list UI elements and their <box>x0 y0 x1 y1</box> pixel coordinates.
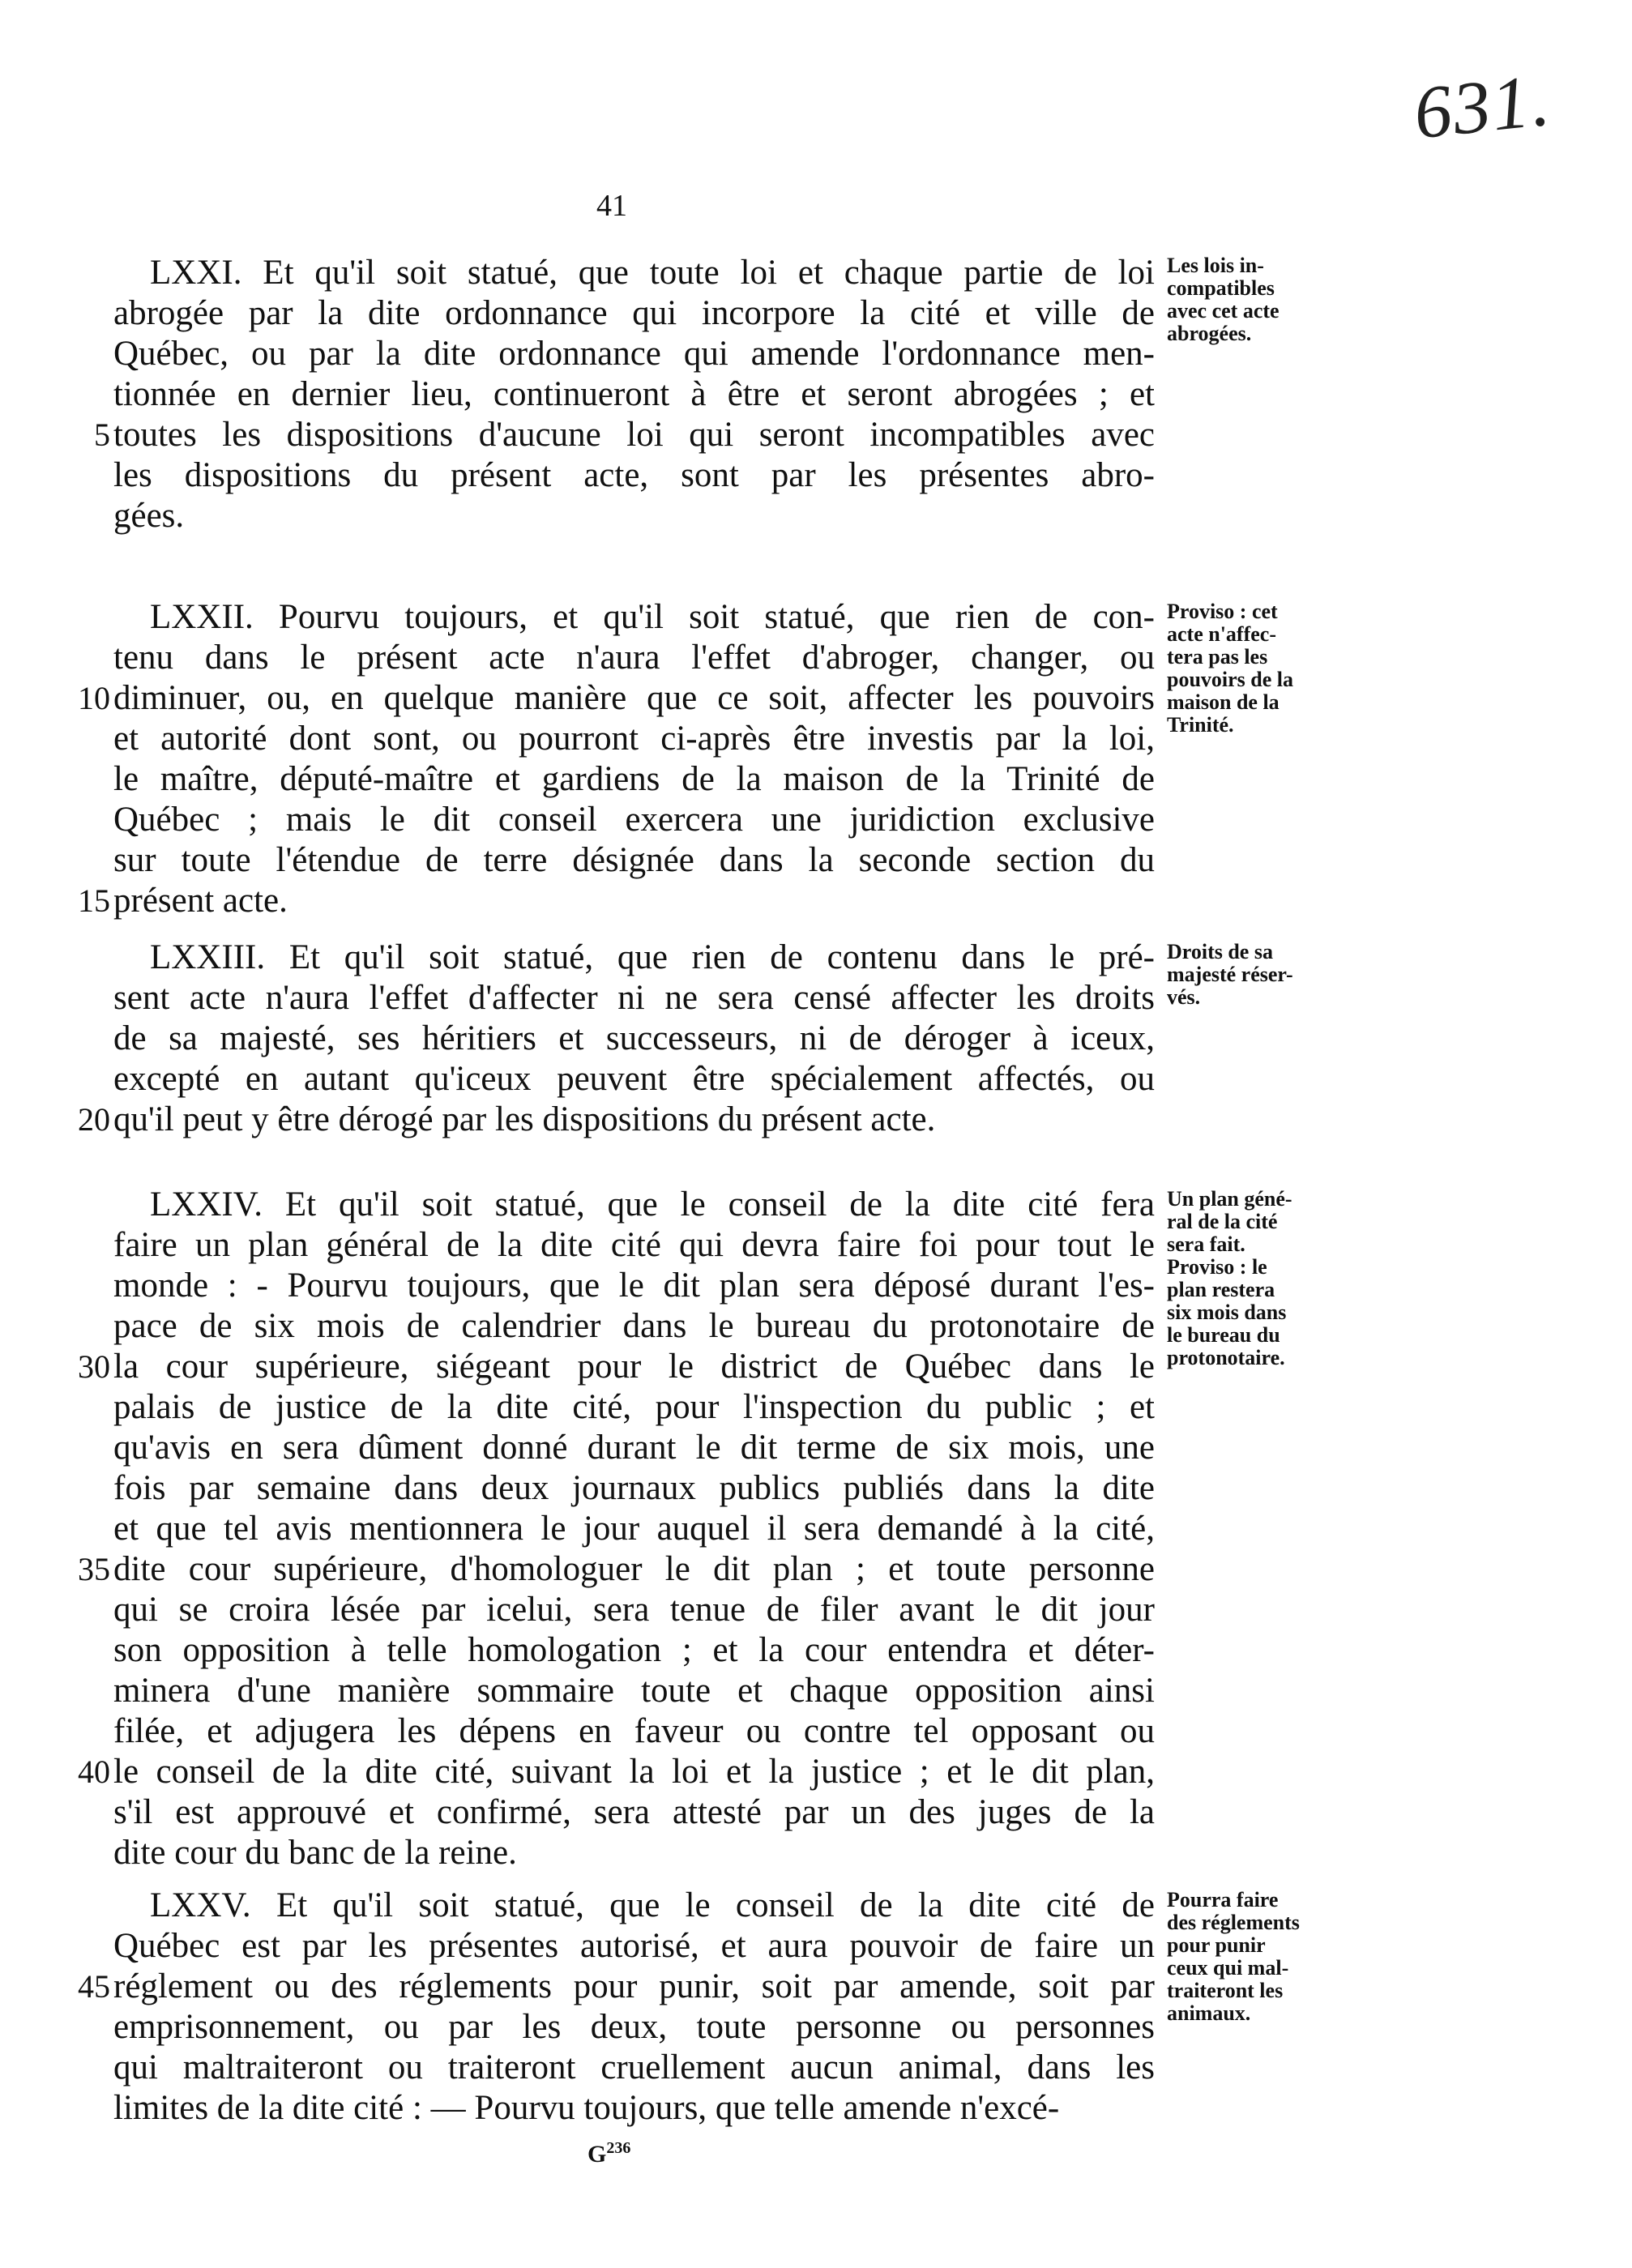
text-line: toutes les dispositions d'aucune loi qui seront incompatibles avec <box>113 416 1155 454</box>
text-line: LXXIII. Et qu'il soit statué, que rien de contenu dans le pré- <box>150 938 1155 976</box>
margin-note <box>1167 254 1353 345</box>
text-line: et autorité dont sont, ou pourront ci-après être investis par la loi, <box>113 720 1155 758</box>
text-line: minera d'une manière sommaire toute et chaque opposition ainsi <box>113 1672 1155 1710</box>
line-number: 15 <box>78 882 110 919</box>
text-line: son opposition à telle homologation ; et la cour entendra et déter- <box>113 1631 1155 1669</box>
text-line: la cour supérieure, siégeant pour le district de Québec dans le <box>113 1348 1155 1386</box>
margin-note-line: ceux qui mal- <box>1167 1956 1289 1980</box>
margin-note-line: pouvoirs de la <box>1167 668 1294 691</box>
text-line: et que tel avis mentionnera le jour auquel il sera demandé à la cité, <box>113 1510 1155 1548</box>
margin-note-line: maison de la <box>1167 690 1280 714</box>
text-line: pace de six mois de calendrier dans le bureau du protonotaire de <box>113 1307 1155 1345</box>
margin-note-line: protonotaire. <box>1167 1346 1285 1369</box>
margin-note-line: six mois dans <box>1167 1301 1287 1324</box>
margin-note-line: majesté réser- <box>1167 963 1293 986</box>
line-number: 45 <box>78 1968 110 2005</box>
line-number: 35 <box>78 1551 110 1587</box>
margin-note-line: Pourra faire <box>1167 1888 1279 1911</box>
line-number: 10 <box>78 680 110 716</box>
margin-note-line: Proviso : cet <box>1167 600 1278 623</box>
text-line: qui maltraiteront ou traiteront cruellement aucun animal, dans les <box>113 2048 1155 2086</box>
text-line: LXXV. Et qu'il soit statué, que le conseil de la dite cité de <box>150 1886 1155 1924</box>
margin-note-line: sera fait. <box>1167 1232 1245 1256</box>
margin-note <box>1167 1188 1353 1369</box>
text-line: qu'il peut y être dérogé par les dispositions du présent acte. <box>113 1100 936 1138</box>
margin-note-line: Droits de sa <box>1167 940 1273 963</box>
text-line: dite cour du banc de la reine. <box>113 1834 517 1872</box>
margin-note-line: plan restera <box>1167 1278 1275 1301</box>
text-line: Québec, ou par la dite ordonnance qui amende l'ordonnance men- <box>113 335 1155 373</box>
signature-letter: G <box>587 2141 607 2168</box>
line-number: 30 <box>78 1348 110 1385</box>
text-line: de sa majesté, ses héritiers et successeurs, ni de déroger à iceux, <box>113 1019 1155 1057</box>
text-line: qu'avis en sera dûment donné durant le dit terme de six mois, une <box>113 1429 1155 1467</box>
margin-note-line: animaux. <box>1167 2001 1251 2025</box>
line-number: 5 <box>94 416 110 453</box>
text-line: emprisonnement, ou par les deux, toute personne ou personnes <box>113 2008 1155 2046</box>
text-line: dite cour supérieure, d'homologuer le dit plan ; et toute personne <box>113 1550 1155 1588</box>
text-line: Québec ; mais le dit conseil exercera une juridiction exclusive <box>113 801 1155 839</box>
text-line: limites de la dite cité : — Pourvu toujours, que telle amende n'excé- <box>113 2089 1060 2127</box>
folio-handwritten: 631. <box>1410 58 1555 155</box>
signature-mark <box>587 2139 630 2168</box>
text-line: sent acte n'aura l'effet d'affecter ni ne sera censé affecter les droits <box>113 979 1155 1017</box>
margin-note-line: avec cet acte <box>1167 299 1280 322</box>
text-line: sur toute l'étendue de terre désignée dans la seconde section du <box>113 841 1155 879</box>
text-line: présent acte. <box>113 882 288 920</box>
margin-note <box>1167 941 1353 1009</box>
text-line: les dispositions du présent acte, sont par les présentes abro- <box>113 456 1155 494</box>
margin-note-line: vés. <box>1167 985 1201 1009</box>
text-line: fois par semaine dans deux journaux publics publiés dans la dite <box>113 1469 1155 1507</box>
margin-note-line: Un plan géné- <box>1167 1187 1292 1211</box>
margin-note-line: pour punir <box>1167 1933 1266 1957</box>
text-line: gées. <box>113 497 185 535</box>
text-line: qui se croira lésée par icelui, sera tenue de filer avant le dit jour <box>113 1591 1155 1629</box>
text-line: excepté en autant qu'iceux peuvent être spécialement affectés, ou <box>113 1060 1155 1098</box>
text-line: le conseil de la dite cité, suivant la loi et la justice ; et le dit plan, <box>113 1753 1155 1791</box>
text-line: tionnée en dernier lieu, continueront à être et seront abrogées ; et <box>113 375 1155 413</box>
text-line: abrogée par la dite ordonnance qui incorpore la cité et ville de <box>113 294 1155 332</box>
text-line: Québec est par les présentes autorisé, et aura pouvoir de faire un <box>113 1927 1155 1965</box>
page-number: 41 <box>596 189 627 223</box>
margin-note-line: tera pas les <box>1167 645 1268 668</box>
margin-note-line: des réglements <box>1167 1911 1300 1934</box>
text-line: diminuer, ou, en quelque manière que ce soit, affecter les pouvoirs <box>113 679 1155 717</box>
text-line: tenu dans le présent acte n'aura l'effet d'abroger, changer, ou <box>113 639 1155 677</box>
text-line: palais de justice de la dite cité, pour l'inspection du public ; et <box>113 1388 1155 1426</box>
margin-note-line: le bureau du <box>1167 1323 1280 1347</box>
margin-note-line: Les lois in- <box>1167 254 1264 277</box>
text-line: s'il est approuvé et confirmé, sera attesté par un des juges de la <box>113 1793 1155 1831</box>
margin-note-line: ral de la cité <box>1167 1210 1278 1233</box>
line-number: 40 <box>78 1753 110 1790</box>
text-line: LXXIV. Et qu'il soit statué, que le conseil de la dite cité fera <box>150 1185 1155 1224</box>
signature-number: 236 <box>606 2139 631 2157</box>
margin-note <box>1167 1889 1353 2025</box>
text-line: LXXII. Pourvu toujours, et qu'il soit statué, que rien de con- <box>150 598 1155 636</box>
margin-note <box>1167 600 1353 737</box>
text-line: faire un plan général de la dite cité qui devra faire foi pour tout le <box>113 1226 1155 1264</box>
text-line: filée, et adjugera les dépens en faveur ou contre tel opposant ou <box>113 1712 1155 1750</box>
margin-note-line: Trinité. <box>1167 713 1234 737</box>
margin-note-line: abrogées. <box>1167 322 1252 345</box>
text-line: LXXI. Et qu'il soit statué, que toute loi et chaque partie de loi <box>150 254 1155 292</box>
margin-note-line: compatibles <box>1167 276 1275 300</box>
line-number: 20 <box>78 1101 110 1138</box>
text-line: réglement ou des réglements pour punir, soit par amende, soit par <box>113 1967 1155 2005</box>
text-line: monde : - Pourvu toujours, que le dit plan sera déposé durant l'es- <box>113 1266 1155 1305</box>
text-line: le maître, député-maître et gardiens de la maison de la Trinité de <box>113 760 1155 798</box>
margin-note-line: acte n'affec- <box>1167 622 1276 646</box>
margin-note-line: Proviso : le <box>1167 1255 1267 1279</box>
margin-note-line: traiteront les <box>1167 1979 1284 2002</box>
